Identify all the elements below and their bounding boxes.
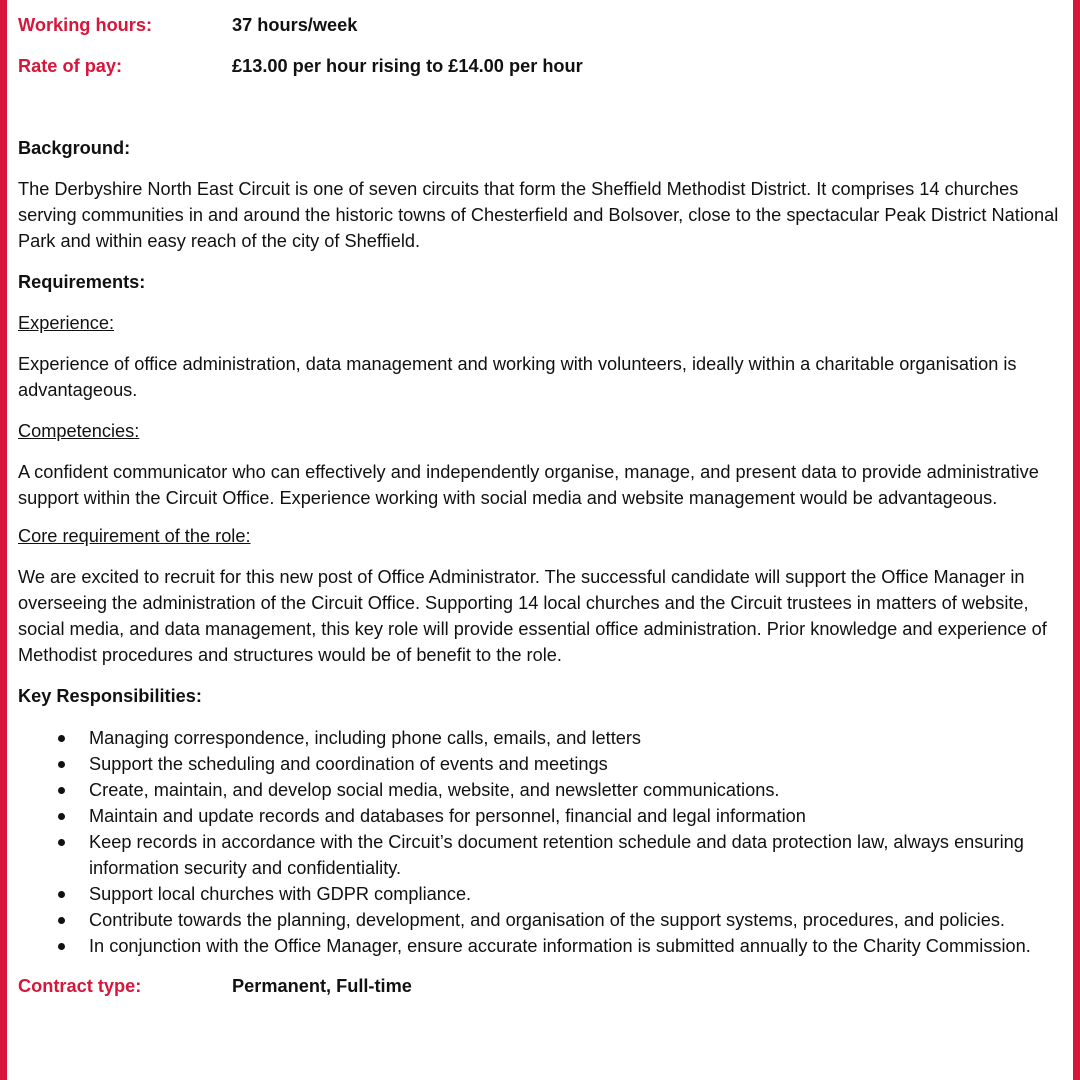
contract-type-value: Permanent, Full-time <box>232 976 412 996</box>
document-body <box>18 0 1063 999</box>
responsibilities-list <box>18 725 1063 959</box>
experience-subheading: Experience: <box>18 313 115 333</box>
rate-of-pay-value: £13.00 per hour rising to £14.00 per hour <box>232 56 583 76</box>
competencies-subheading: Competencies: <box>18 421 140 441</box>
background-text: The Derbyshire North East Circuit is one of seven circuits that form the Sheffield Methodist District. It comprises 14 churches serving communities in and around the historic towns of Chesterfield and Bolsover, close to the spectacular Peak District National Park and within easy reach of the city of Sheffield. <box>18 179 1059 251</box>
core-requirement-text: We are excited to recruit for this new post of Office Administrator. The successful candidate will support the Office Manager in overseeing the administration of the Circuit Office. Supporting 14 local churches and the Circuit trustees in matters of website, social media, and data management, this key role will provide essential office administration. Prior knowledge and experience of Methodist procedures and structures would be of benefit to the role. <box>18 567 1047 665</box>
core-requirement-subheading: Core requirement of the role: <box>18 526 251 546</box>
list-item: Keep records in accordance with the Circuit’s document retention schedule and data protection law, always ensuring information security and confidentiality. <box>18 829 1063 881</box>
list-item: Managing correspondence, including phone calls, emails, and letters <box>18 725 1063 751</box>
list-item: In conjunction with the Office Manager, ensure accurate information is submitted annually to the Charity Commission. <box>18 933 1063 959</box>
working-hours-label: Working hours: <box>18 15 153 35</box>
key-responsibilities-heading: Key Responsibilities: <box>18 686 202 706</box>
contract-type-label: Contract type: <box>18 976 142 996</box>
working-hours-value: 37 hours/week <box>232 15 358 35</box>
rate-of-pay-row <box>18 53 1063 79</box>
rate-of-pay-label: Rate of pay: <box>18 56 123 76</box>
list-item: Support local churches with GDPR compliance. <box>18 881 1063 907</box>
background-heading: Background: <box>18 138 131 158</box>
list-item: Contribute towards the planning, development, and organisation of the support systems, procedures, and policies. <box>18 907 1063 933</box>
working-hours-row <box>18 12 1063 38</box>
list-item: Support the scheduling and coordination of events and meetings <box>18 751 1063 777</box>
contract-type-row <box>18 973 1063 999</box>
list-item: Create, maintain, and develop social media, website, and newsletter communications. <box>18 777 1063 803</box>
list-item: Maintain and update records and databases for personnel, financial and legal information <box>18 803 1063 829</box>
experience-text: Experience of office administration, data management and working with volunteers, ideally within a charitable organisation is advantageous. <box>18 354 1017 400</box>
competencies-text: A confident communicator who can effectively and independently organise, manage, and present data to provide administrative support within the Circuit Office. Experience working with social media and website management would be advantageous. <box>18 462 1039 508</box>
requirements-heading: Requirements: <box>18 272 146 292</box>
